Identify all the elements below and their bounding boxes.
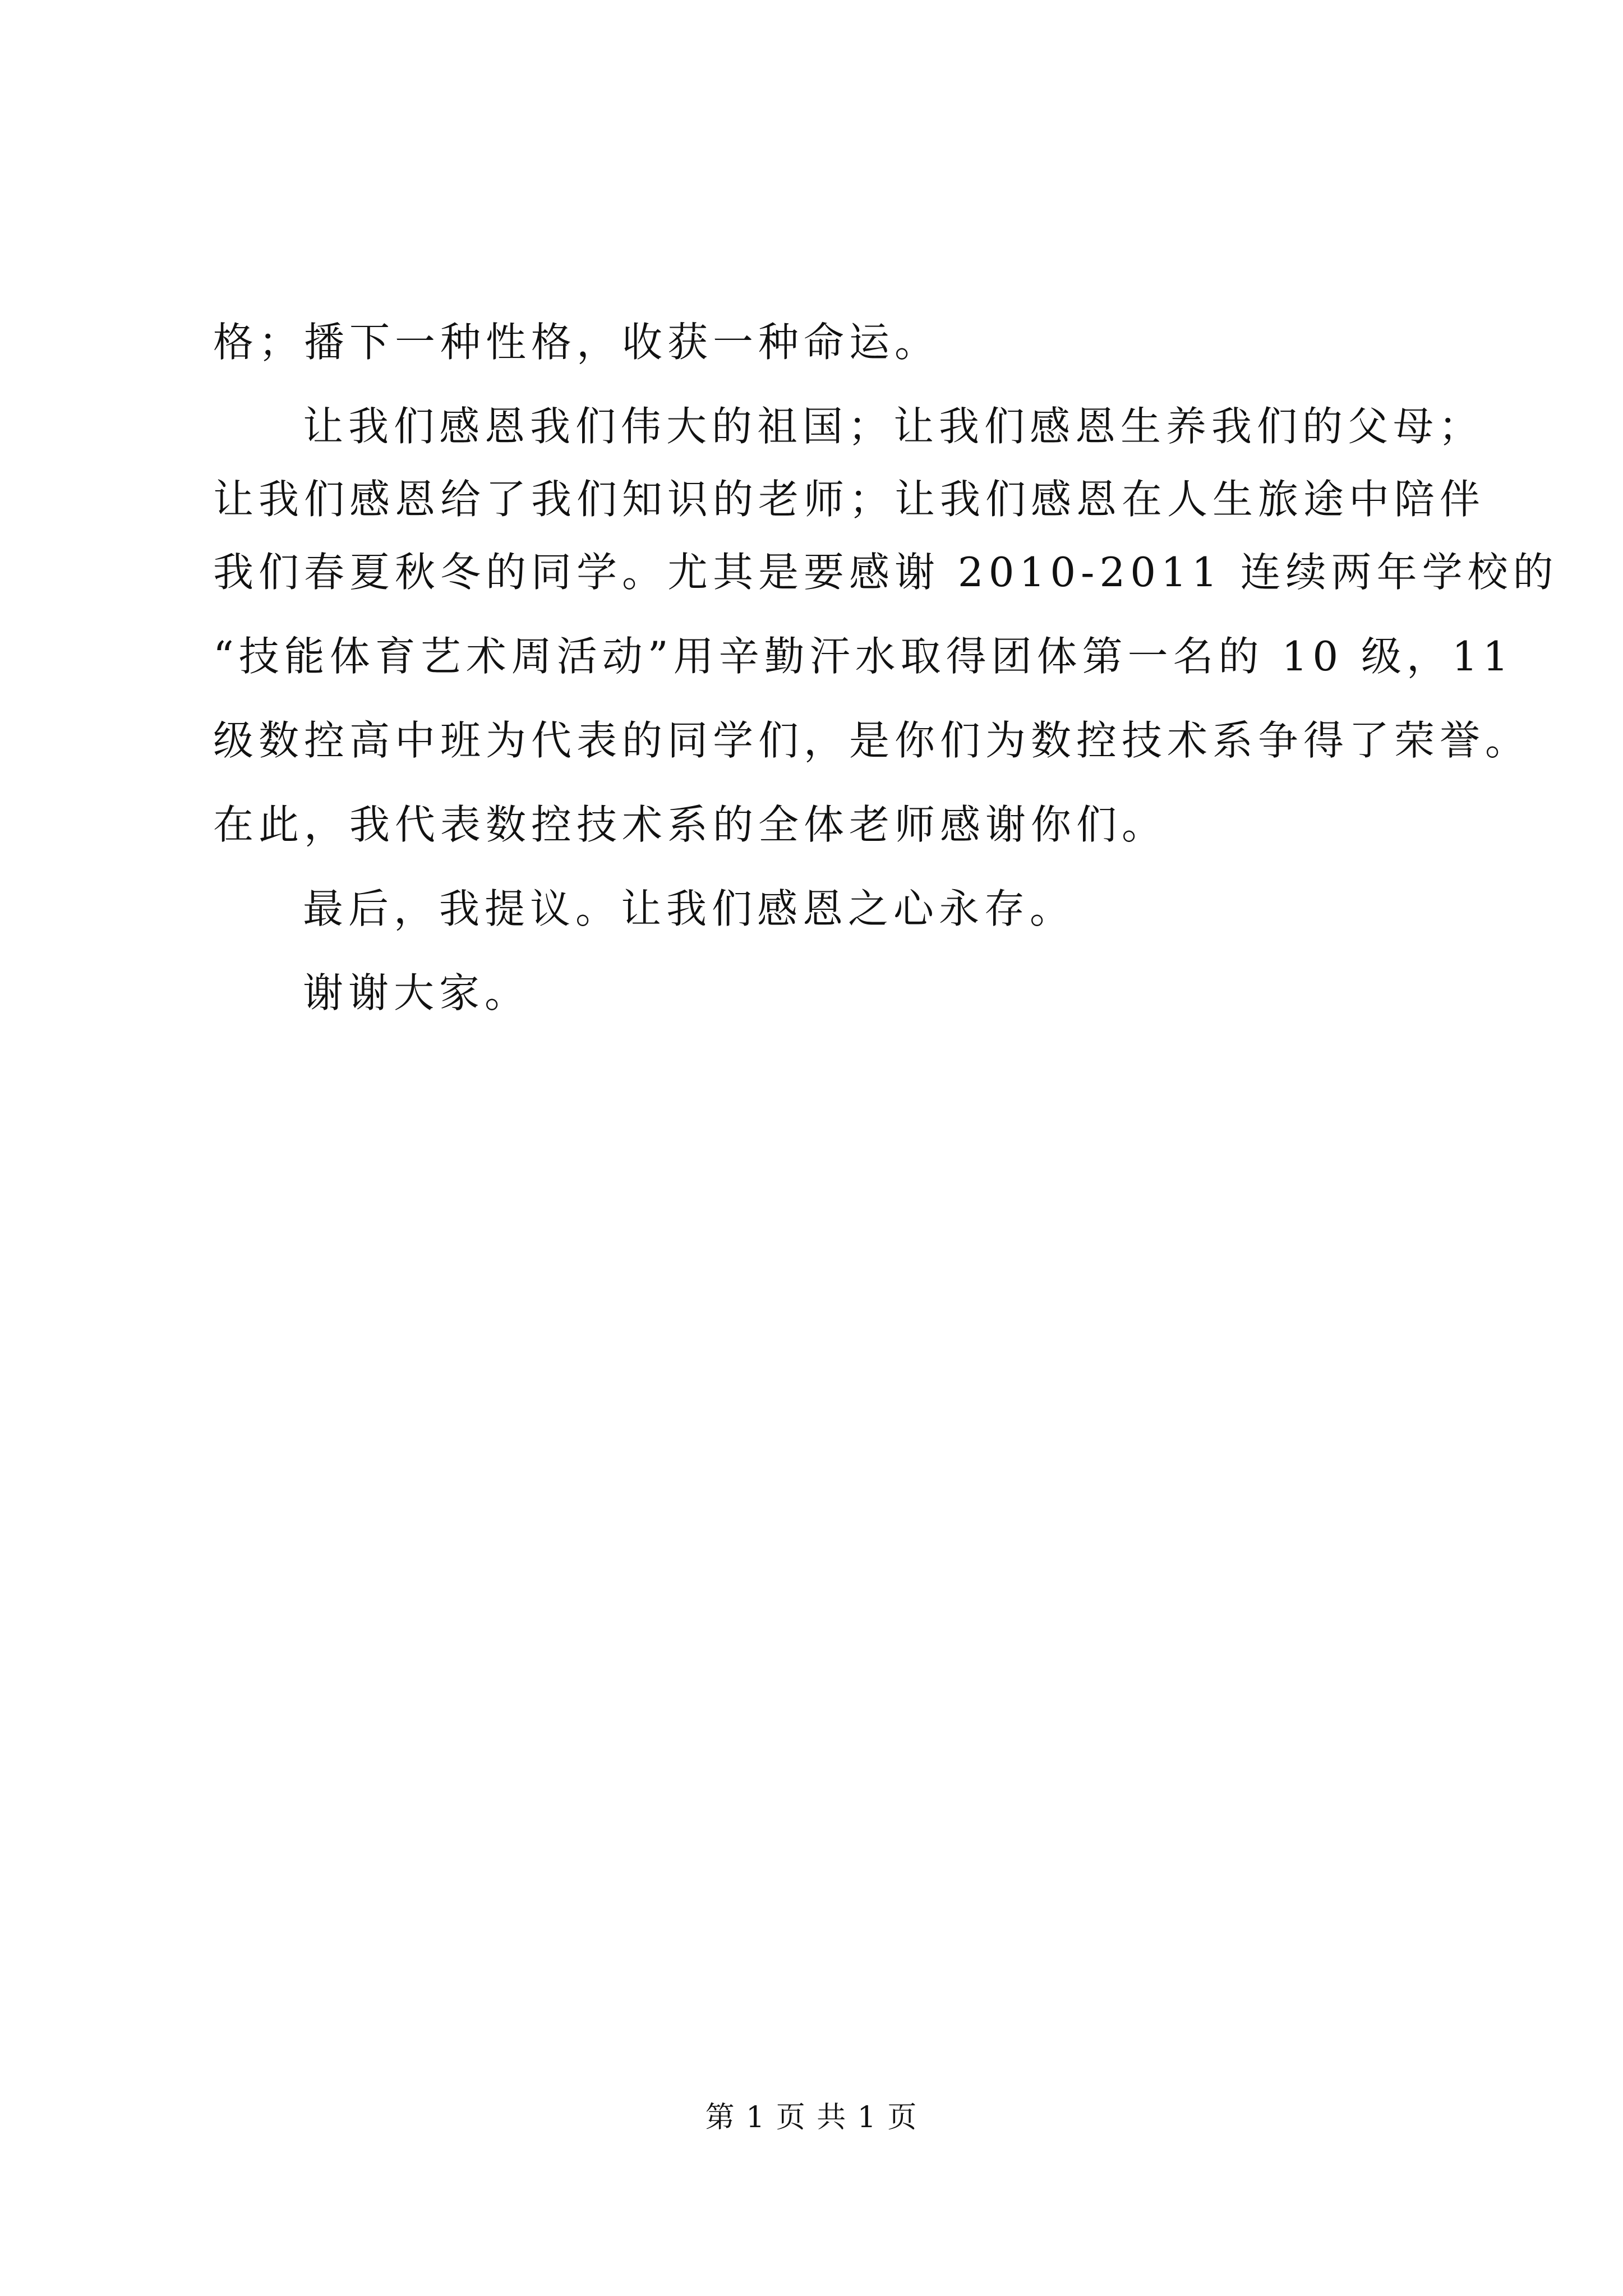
paragraph-line: 级数控高中班为代表的同学们，是你们为数控技术系争得了荣誉。 — [213, 717, 1531, 764]
paragraph-line: 我们春夏秋冬的同学。尤其是要感谢 2010-2011 连续两年学校的 — [213, 549, 1559, 596]
paragraph-line: 谢谢大家。 — [303, 969, 531, 1016]
paragraph-line: “技能体育艺术周活动”用辛勤汗水取得团体第一名的 10 级，11 — [213, 633, 1514, 680]
paragraph-line: 最后，我提议。让我们感恩之心永存。 — [303, 885, 1076, 932]
page-number-footer: 第 1 页 共 1 页 — [705, 2101, 918, 2134]
paragraph-line: 让我们感恩我们伟大的祖国；让我们感恩生养我们的父母； — [303, 403, 1484, 450]
paragraph-line: 让我们感恩给了我们知识的老师；让我们感恩在人生旅途中陪伴 — [213, 476, 1486, 523]
paragraph-line: 格；播下一种性格，收获一种命运。 — [213, 319, 940, 366]
paragraph-line: 在此，我代表数控技术系的全体老师感谢你们。 — [213, 801, 1168, 848]
